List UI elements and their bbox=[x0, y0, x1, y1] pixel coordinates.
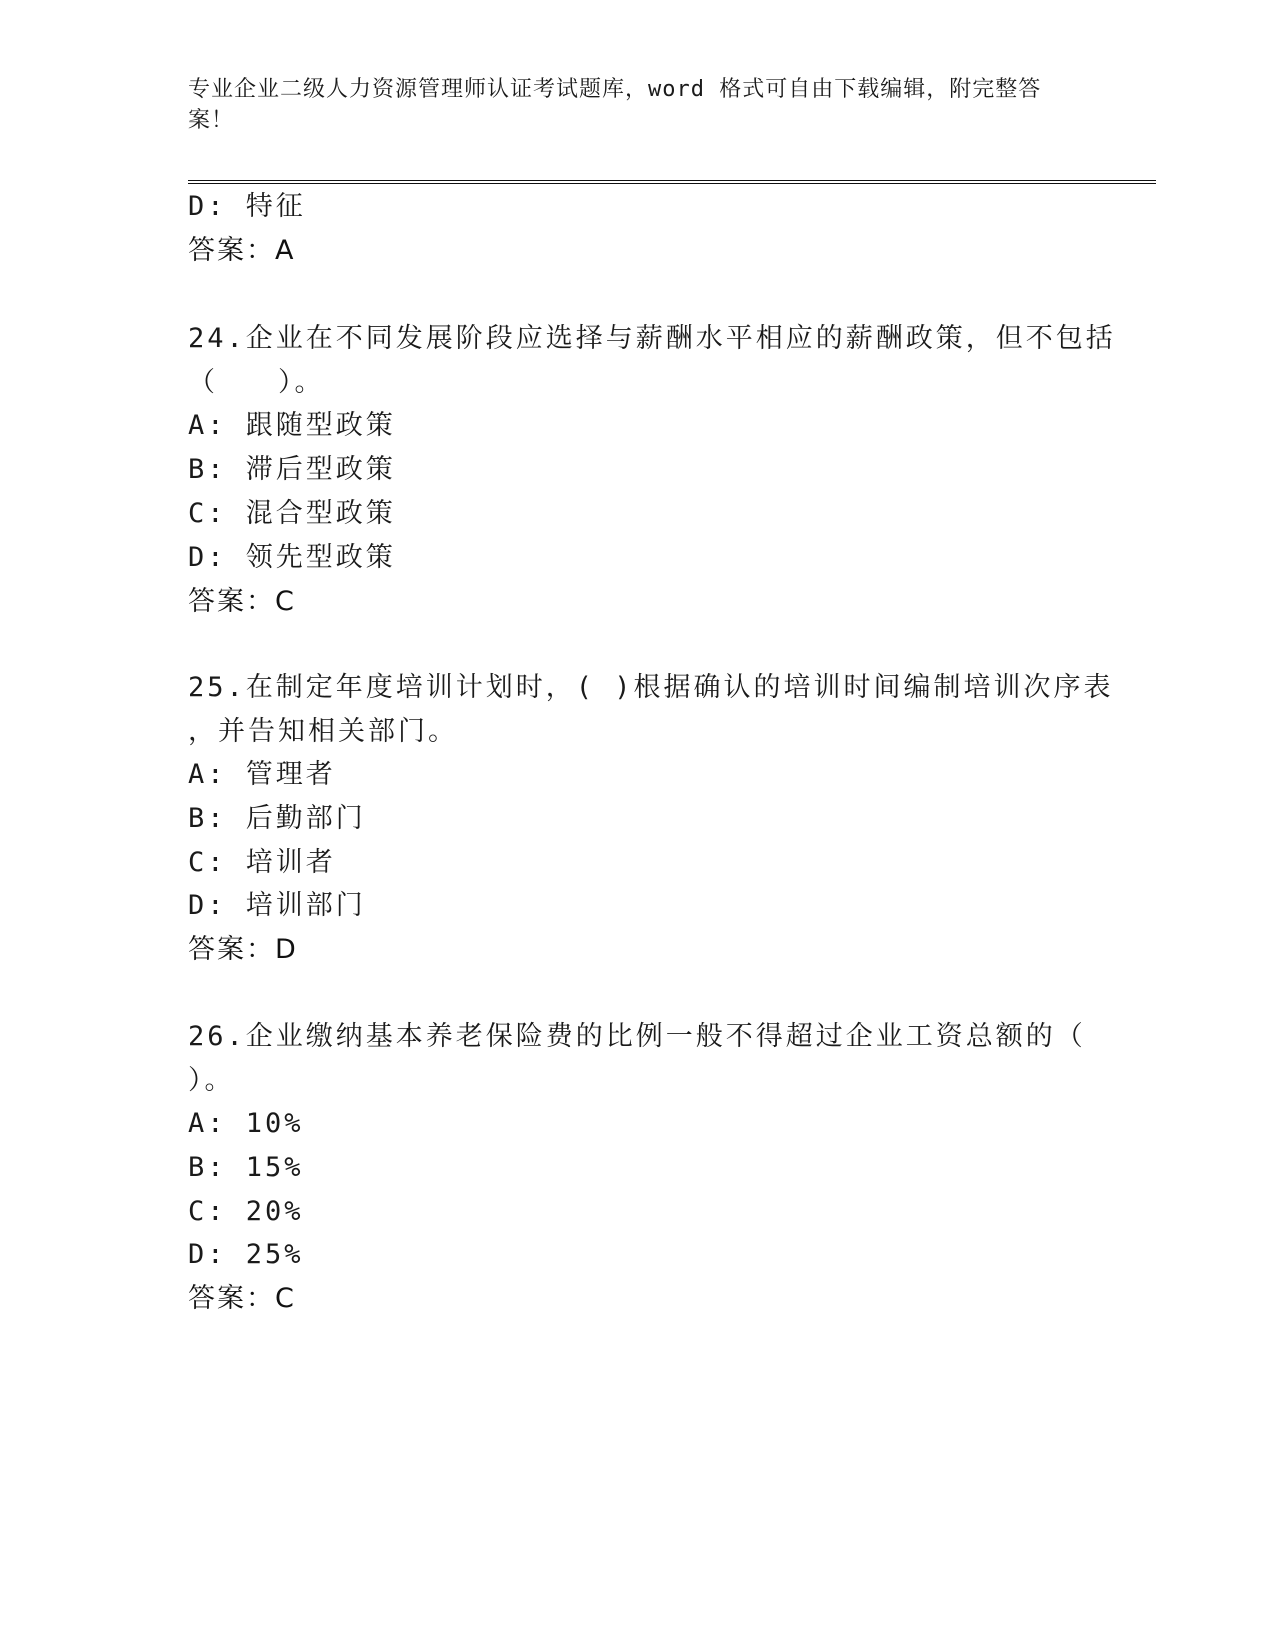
question-stem: 26.企业缴纳基本养老保险费的比例一般不得超过企业工资总额的（ bbox=[188, 1021, 1086, 1052]
option-a: A: 管理者 bbox=[188, 759, 336, 790]
answer: 答案：C bbox=[188, 586, 296, 617]
option-b: B: 后勤部门 bbox=[188, 803, 366, 834]
question-stem-cont: （ ）。 bbox=[188, 367, 325, 398]
option-a: A: 10% bbox=[188, 1108, 304, 1139]
option-c: C: 混合型政策 bbox=[188, 498, 396, 529]
option-b: B: 15% bbox=[188, 1152, 304, 1183]
answer: 答案：C bbox=[188, 1283, 296, 1314]
option-d: D: 培训部门 bbox=[188, 890, 366, 921]
option-c: C: 20% bbox=[188, 1196, 304, 1227]
question-stem-cont: ）。 bbox=[188, 1065, 235, 1096]
question-stem: 24.企业在不同发展阶段应选择与薪酬水平相应的薪酬政策，但不包括 bbox=[188, 323, 1116, 354]
option-d: D: 25% bbox=[188, 1239, 304, 1270]
prev-answer: 答案：A bbox=[188, 235, 296, 266]
question-stem: 25.在制定年度培训计划时，( )根据确认的培训时间编制培训次序表 bbox=[188, 672, 1114, 703]
prev-option-d: D: 特征 bbox=[188, 191, 306, 222]
option-d: D: 领先型政策 bbox=[188, 542, 396, 573]
document-header: 专业企业二级人力资源管理师认证考试题库，word 格式可自由下载编辑，附完整答案！ bbox=[188, 77, 1042, 133]
header-divider-bottom bbox=[188, 183, 1156, 184]
question-stem-cont: ，并告知相关部门。 bbox=[188, 716, 458, 747]
header-divider-top bbox=[188, 180, 1156, 181]
option-c: C: 培训者 bbox=[188, 847, 336, 878]
answer: 答案：D bbox=[188, 934, 298, 965]
option-a: A: 跟随型政策 bbox=[188, 410, 396, 441]
option-b: B: 滞后型政策 bbox=[188, 454, 396, 485]
